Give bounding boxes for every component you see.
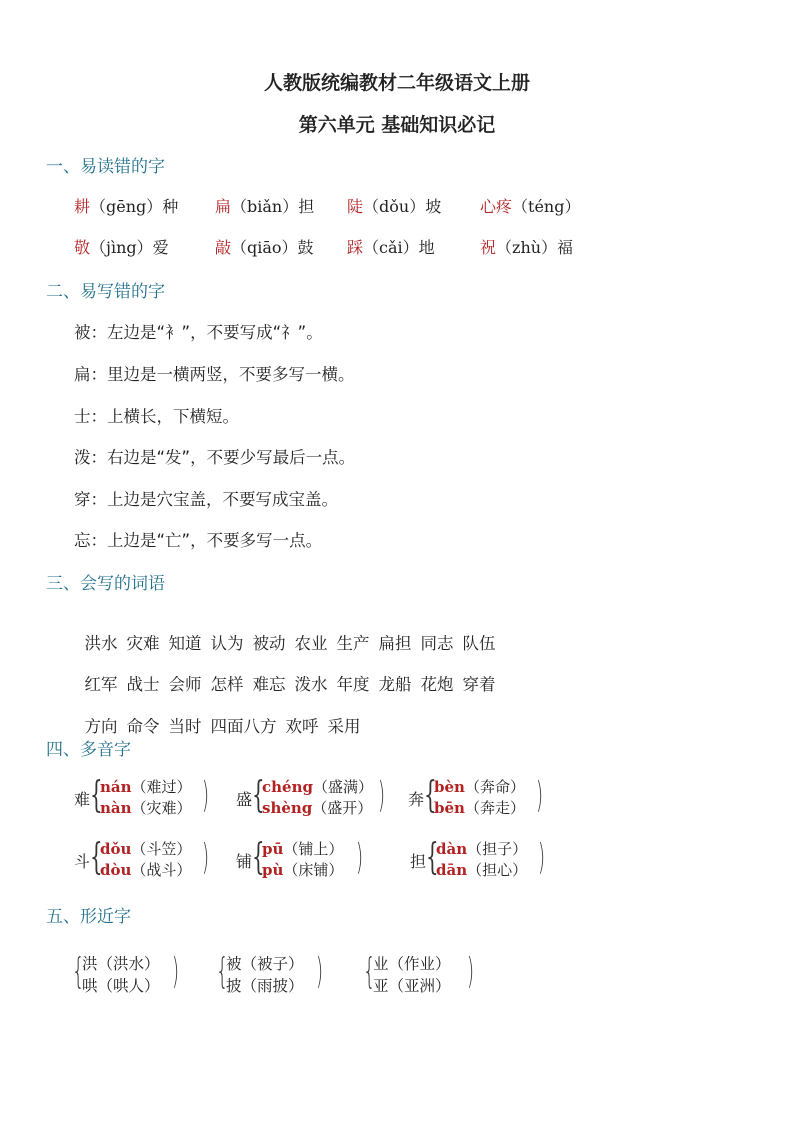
document-title: 人教版统编教材二年级语文上册: [263, 72, 530, 94]
reading: pū（铺上）: [262, 840, 344, 858]
similar-char-block: [363, 952, 483, 996]
reading: nán（难过）: [100, 778, 192, 796]
word: 队伍: [462, 634, 496, 653]
word: 年度: [336, 675, 370, 694]
easy-read-item: 扁（biǎn）担: [215, 197, 315, 216]
easy-read-item: 祝（zhù）福: [480, 238, 574, 257]
word: 被动: [252, 634, 286, 653]
right-paren: ): [316, 951, 324, 992]
word: 泼水: [294, 675, 328, 694]
easy-read-item: 陡（dǒu）坡: [347, 197, 442, 216]
reading: shèng（盛开）: [262, 799, 373, 817]
section-heading-polyphones: 四、多音字: [46, 740, 131, 760]
easy-read-item: 心疼（téng）: [480, 197, 581, 216]
section-heading-easy-write: 二、易写错的字: [46, 282, 165, 302]
polyphone-char: 斗: [74, 852, 91, 871]
polyphone-block: [74, 776, 214, 820]
right-paren: ): [356, 837, 364, 878]
polyphone-block: [236, 838, 376, 882]
word: 当时: [168, 717, 202, 736]
word: 方向: [84, 717, 118, 736]
right-paren: ): [538, 837, 546, 878]
word: 难忘: [252, 675, 286, 694]
easy-write-item: 被：左边是“衤”，不要写成“礻”。: [74, 323, 323, 342]
polyphone-char: 难: [74, 790, 91, 809]
right-paren: ): [202, 837, 210, 878]
word: 怎样: [210, 675, 244, 694]
easy-write-item: 泼：右边是“发”，不要少写最后一点。: [74, 448, 356, 467]
reading: dān（担心）: [436, 861, 528, 879]
similar-char: 亚（亚洲）: [373, 977, 451, 995]
word: 红军: [84, 675, 118, 694]
easy-read-item: 敬（jìng）爱: [74, 238, 169, 257]
right-paren: ): [378, 775, 386, 816]
document-subtitle: 第六单元 基础知识必记: [298, 114, 496, 136]
word: 同志: [420, 634, 454, 653]
word: 龙船: [378, 675, 412, 694]
similar-char: 业（作业）: [373, 955, 451, 973]
reading: bèn（奔命）: [434, 778, 525, 796]
word: 灾难: [126, 634, 160, 653]
left-brace: {: [426, 837, 439, 878]
polyphone-char: 担: [410, 852, 427, 871]
word: 扁担: [378, 634, 412, 653]
easy-read-item: 踩（cǎi）地: [347, 238, 435, 257]
word: 穿着: [462, 675, 496, 694]
similar-char: 哄（哄人）: [82, 977, 160, 995]
left-brace: {: [424, 775, 437, 816]
word: 四面八方: [210, 717, 277, 736]
word: 洪水: [84, 634, 118, 653]
word: 农业: [294, 634, 328, 653]
section-heading-similar: 五、形近字: [46, 907, 131, 927]
reading: dàn（担子）: [436, 840, 528, 858]
word: 欢呼: [285, 717, 319, 736]
word: 命令: [126, 717, 160, 736]
easy-write-item: 士：上横长，下横短。: [74, 407, 239, 426]
reading: chéng（盛满）: [262, 778, 373, 796]
word: 采用: [327, 717, 361, 736]
similar-char-block: [72, 952, 192, 996]
similar-char: 被（被子）: [226, 955, 304, 973]
polyphone-char: 铺: [236, 852, 253, 871]
polyphone-block: [408, 776, 558, 820]
easy-write-item: 忘：上边是“亡”，不要多写一点。: [74, 531, 323, 550]
word-row: [74, 652, 505, 695]
reading: bēn（奔走）: [434, 799, 525, 817]
polyphone-char: 奔: [408, 790, 425, 809]
left-brace: {: [363, 951, 376, 992]
polyphone-block: [236, 776, 396, 820]
left-brace: {: [72, 951, 85, 992]
left-brace: {: [90, 837, 103, 878]
reading: pù（床铺）: [262, 861, 344, 879]
section-heading-words: 三、会写的词语: [46, 574, 165, 594]
right-paren: ): [467, 951, 475, 992]
word: 花炮: [420, 675, 454, 694]
word: 会师: [168, 675, 202, 694]
word-row: [74, 694, 370, 737]
similar-char: 洪（洪水）: [82, 955, 160, 973]
word: 生产: [336, 634, 370, 653]
word: 知道: [168, 634, 202, 653]
right-paren: ): [536, 775, 544, 816]
polyphone-block: [74, 838, 214, 882]
left-brace: {: [90, 775, 103, 816]
word: 认为: [210, 634, 244, 653]
reading: nàn（灾难）: [100, 799, 192, 817]
left-brace: {: [216, 951, 229, 992]
right-paren: ): [202, 775, 210, 816]
easy-write-item: 扁：里边是一横两竖，不要多写一横。: [74, 365, 355, 384]
left-brace: {: [252, 837, 265, 878]
polyphone-char: 盛: [236, 790, 253, 809]
section-heading-easy-read: 一、易读错的字: [46, 157, 165, 177]
easy-read-item: 敲（qiāo）鼓: [215, 238, 314, 257]
easy-read-item: 耕（gēng）种: [74, 197, 179, 216]
similar-char-block: [216, 952, 336, 996]
word: 战士: [126, 675, 160, 694]
word-row: [74, 611, 505, 654]
reading: dòu（战斗）: [100, 861, 192, 879]
left-brace: {: [252, 775, 265, 816]
easy-write-item: 穿：上边是穴宝盖，不要写成宝盖。: [74, 490, 338, 509]
polyphone-block: [410, 838, 560, 882]
right-paren: ): [172, 951, 180, 992]
similar-char: 披（雨披）: [226, 977, 304, 995]
reading: dǒu（斗笠）: [100, 840, 192, 858]
